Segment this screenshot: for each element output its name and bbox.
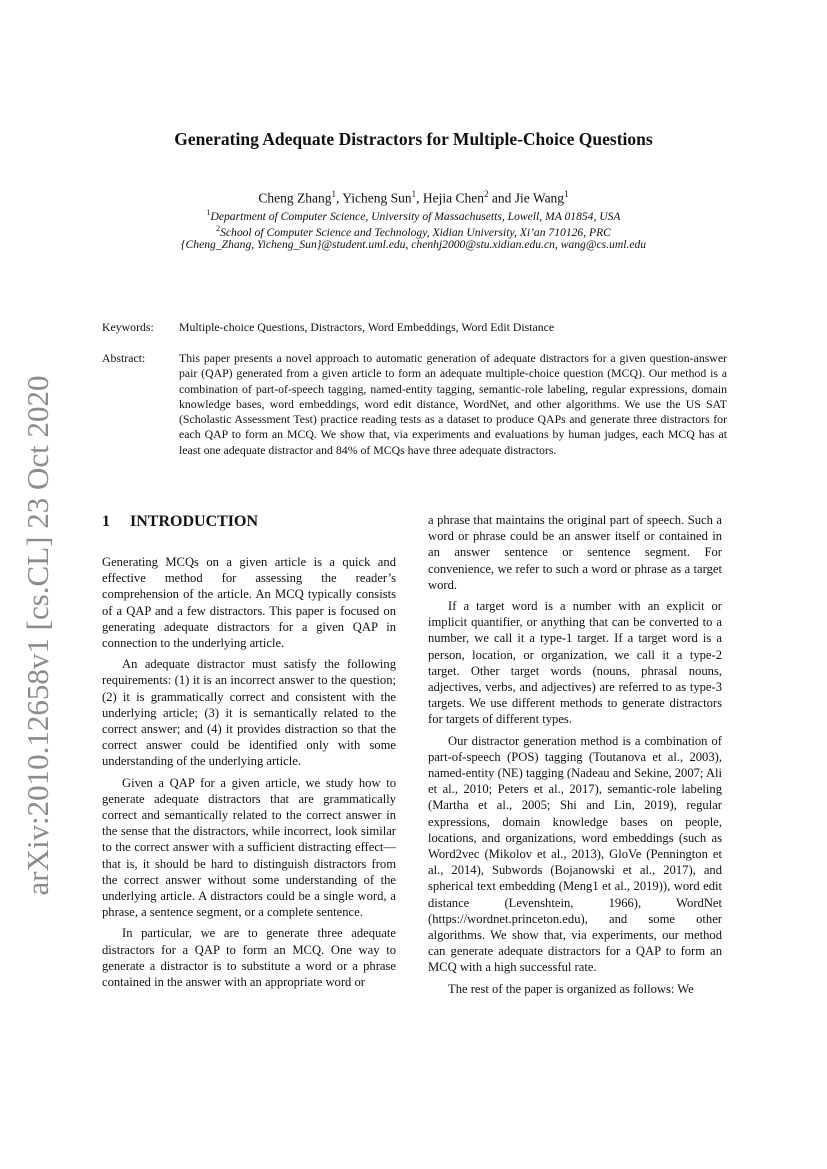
author-name: Yicheng Sun	[342, 190, 412, 206]
paragraph: In particular, we are to generate three adequate distractors for a QAP to form an MCQ. One way to generate a distractor is to substitute a word or a phrase contained in the answer with an appropriate word or	[102, 926, 396, 990]
paragraph: Generating MCQs on a given article is a quick and effective method for assessing the reader’s comprehension of the article. An MCQ typically consists of a QAP and a few distractors. This paper is focused on generating adequate distractors for a given QAP in connection to the underlying article.	[102, 555, 396, 651]
paragraph: The rest of the paper is organized as follows: We	[448, 981, 694, 996]
paragraph: Given a QAP for a given article, we study how to generate adequate distractors that are grammatically correct and semantically related to the correct answer in the sense that the distractors, while incorrect, look similar to the correct answer with a sufficient distracting effect—that is, it should be hard to distinguish distractors from the correct answer without some understanding of the underlying article. A distractors could be a single word, a phrase, a sentence segment, or a complete sentence.	[102, 775, 396, 920]
arxiv-identifier: arXiv:2010.12658v1 [cs.CL] 23 Oct 2020	[20, 375, 55, 896]
arxiv-side-banner	[22, 368, 54, 903]
right-column	[428, 512, 722, 1002]
affiliation-mark: 1	[411, 189, 417, 199]
affiliation-text: School of Computer Science and Technology, Xidian University, Xi’an 710126, PRC	[220, 225, 611, 239]
section-title: INTRODUCTION	[130, 513, 259, 530]
affiliation-mark: 2	[216, 224, 221, 233]
abstract-text: This paper presents a novel approach to automatic generation of adequate distractors for a given question-answer pair (QAP) generated from a given article to form an adequate multiple-choice question (MCQ). Our method is a combination of part-of-speech tagging, named-entity tagging, semantic-role labeling, regular expressions, domain knowledge bases, word embeddings, word edit distance, WordNet, and other algorithms. We use the US SAT (Scholastic Assessment Test) practice reading tests as a dataset to produce QAPs and generate three distractors for each QAP to form an MCQ. We show that, via experiments and evaluations by human judges, each MCQ has at least one adequate distractor and 84% of MCQs have three adequate distractors.	[179, 351, 727, 457]
paragraph: If a target word is a number with an explicit or implicit quantifier, or anything that can be converted to a number, we call it a type-1 target. If a target word is a person, location, or organization, we call it a type-2 target. Other target words (nouns, phrasal nouns, adjectives, verbs, and adjectives) are referred to as type-3 targets. We use different methods to generate distractors for targets of different types.	[428, 599, 722, 727]
paragraph: a phrase that maintains the original part of speech. Such a word or phrase could be an answer itself or contained in an answer sentence or sentence segment. For convenience, we refer to such a word or phrase as a target word.	[428, 513, 722, 592]
author-conjunction: and	[491, 190, 512, 206]
paragraph: Our distractor generation method is a combination of part-of-speech (POS) tagging (Toutanova et al., 2003), named-entity (NE) tagging (Nadeau and Sekine, 2007; Ali et al., 2010; Peters et al., 2017), semantic-role labeling (Martha et al., 2005; Shi and Lin, 2019), regular expressions, domain knowledge bases on people, locations, and organizations, word embeddings (such as Word2vec (Mikolov et al., 2013), GloVe (Pennington et al., 2014), Subwords (Bojanowski et al., 2017), and spherical text embedding (Meng1 et al., 2019)), word edit distance (Levenshtein, 1966), WordNet (https://wordnet.princeton.edu), and some other algorithms. We show that, via experiments, our method can generate adequate distractors for a QAP to form an MCQ with a high successful rate.	[428, 733, 722, 975]
paper-title: Generating Adequate Distractors for Multiple-Choice Questions	[174, 129, 653, 149]
author-emails: {Cheng_Zhang, Yicheng_Sun}@student.uml.edu, chenhj2000@stu.xidian.edu.cn, wang@cs.uml.edu	[180, 238, 647, 251]
affiliation-text: Department of Computer Science, University of Massachusetts, Lowell, MA 01854, USA	[210, 209, 621, 223]
author-name: Jie Wang	[514, 190, 565, 206]
affiliation-mark: 2	[484, 189, 489, 199]
affiliation-mark: 1	[331, 189, 337, 199]
affiliation-mark: 1	[206, 208, 211, 217]
affiliation-mark: 1	[564, 189, 569, 199]
section-number: 1	[102, 513, 110, 530]
author-name: Cheng Zhang	[258, 190, 332, 206]
author-name: Hejia Chen	[422, 190, 485, 206]
paragraph: An adequate distractor must satisfy the following requirements: (1) it is an incorrect answer to the question; (2) it is grammatically correct and consistent with the underlying article; (3) it is semantically related to the correct answer; and (4) it provides distraction so that the correct answer could be identified only with some understanding of the underlying article.	[102, 657, 396, 769]
keywords-label: Keywords:	[102, 320, 154, 334]
section-heading	[102, 512, 396, 532]
left-column	[102, 512, 396, 995]
author-list: Cheng Zhang$^1$, Yicheng Sun$^1$, Hejia Chen$^2$ and Jie Wang$^1$	[258, 189, 569, 206]
keywords-text: Multiple-choice Questions, Distractors, Word Embeddings, Word Edit Distance	[179, 320, 555, 334]
abstract-label: Abstract:	[102, 351, 146, 365]
